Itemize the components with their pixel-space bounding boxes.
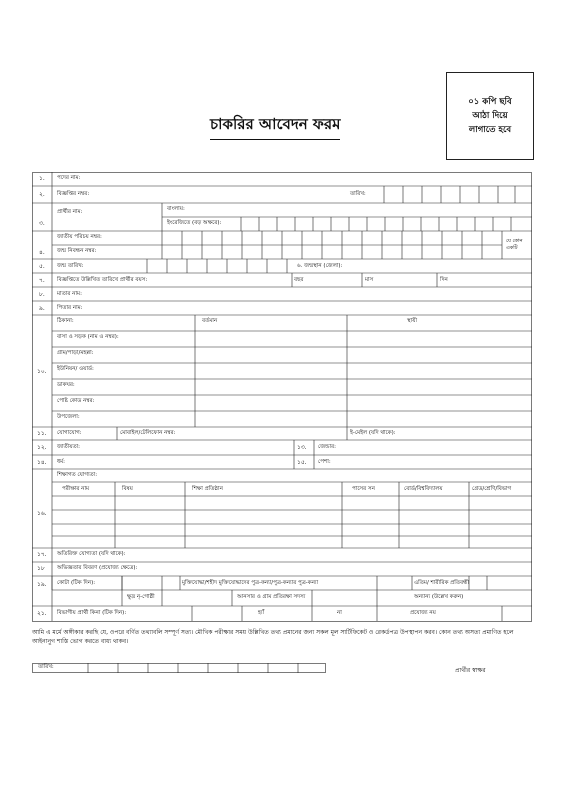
contact-label: যোগাযোগ: — [57, 430, 82, 436]
upazila-label: উপজেলা: — [57, 414, 80, 420]
age-label: বিজ্ঞপ্তিতে উল্লিখিত তারিখে প্রার্থীর বয়স: — [57, 277, 148, 283]
grade-class-header: গ্রেড/শ্রেণি/বিভাগ — [472, 486, 512, 492]
gender-label: জেন্ডার: — [318, 444, 337, 450]
photo-instruction-line: লাগাতে হবে — [468, 125, 512, 135]
footer-date-label: তারিখ: — [38, 664, 54, 670]
bangla-name-label: বাংলায়: — [167, 206, 185, 212]
serial-number: ১. — [39, 175, 45, 182]
serial-number: ৪. — [39, 249, 45, 256]
institution-header: শিক্ষা প্রতিষ্ঠান — [192, 486, 223, 492]
serial-number: ২১. — [37, 610, 47, 617]
either-one-note: যে কোন একটি — [506, 238, 523, 251]
serial-number: ২. — [39, 191, 45, 198]
additional-qualification-label: অতিরিক্ত যোগ্যতা (যদি থাকে): — [57, 551, 126, 557]
nid-label: জাতীয় পরিচয় নম্বর: — [57, 234, 102, 240]
subject-header: বিষয় — [122, 486, 133, 492]
option-not-applicable: প্রযোজ্য নয় — [410, 610, 436, 616]
post-name-label: পদের নাম: — [57, 175, 81, 181]
mobile-label: মোবাইল/টেলিফোন নম্বর: — [120, 430, 176, 436]
option-yes: হ্যাঁ — [258, 610, 265, 616]
serial-number: ১৩. — [297, 444, 307, 451]
religion-label: ধর্ম: — [57, 459, 65, 465]
day-label: দিন — [440, 277, 448, 283]
quota-freedom-fighter: মুক্তিযোদ্ধা/শহীদ মুক্তিযোদ্ধাদের পুত্র-কন্যা/পুত্র-কন্যার পুত্র-কন্যা — [182, 580, 319, 586]
house-road-label: বাসা ও সড়ক (নাম ও নম্বর): — [57, 334, 119, 340]
signature-label: প্রার্থীর স্বাক্ষর — [455, 667, 486, 674]
applicant-name-label: প্রার্থীর নাম: — [57, 209, 83, 215]
english-name-label: ইংরেজিতে (বড় অক্ষরে): — [167, 220, 222, 226]
departmental-candidate-label: বিভাগীয় প্রার্থী কিনা (টিক দিন): — [57, 610, 127, 616]
serial-number: ১৬. — [37, 510, 47, 517]
mother-name-label: মাতার নাম: — [57, 291, 82, 297]
serial-number: ১৯. — [37, 581, 47, 588]
date-of-birth-label: জন্ম তারিখ: — [57, 263, 84, 269]
exam-name-header: পরীক্ষার নাম — [62, 486, 90, 492]
birth-registration-label: জন্ম নিবন্ধন নম্বর: — [57, 248, 97, 254]
photo-placeholder-box — [446, 72, 534, 160]
quota-orphan-disabled: এতিম/ শারীরিক প্রতিবন্ধী — [414, 580, 469, 586]
quota-ansar-vdp: আনসার ও গ্রাম প্রতিরক্ষা সদস্য — [237, 594, 306, 600]
serial-number: ১০. — [37, 368, 47, 375]
date-box-grid — [32, 663, 326, 673]
month-label: মাস — [365, 277, 374, 283]
post-code-label: পোষ্ট কোড নম্বর: — [57, 398, 95, 404]
union-ward-label: ইউনিয়ন/ ওয়ার্ড: — [57, 366, 94, 372]
village-label: গ্রাম/পাড়া/মহল্লা: — [57, 350, 94, 356]
birthplace-label: ৬. জন্মস্থান (জেলা): — [297, 263, 343, 269]
nationality-label: জাতীয়তা: — [57, 444, 81, 450]
serial-number: ১৫. — [297, 459, 307, 466]
form-title: চাকরির আবেদন ফরম — [210, 113, 340, 140]
serial-number: ১২. — [37, 444, 47, 451]
passing-year-header: পাসের সন — [352, 486, 375, 492]
serial-number: ৮. — [39, 291, 45, 298]
serial-number: ১৮ — [37, 565, 45, 572]
year-label: বছর — [294, 277, 304, 283]
email-label: ই-মেইল (যদি থাকে): — [350, 430, 396, 436]
address-label: ঠিকানা: — [57, 318, 74, 324]
date-label: তারিখ: — [350, 191, 366, 197]
declaration-text: আমি এ মর্মে অঙ্গীকার করছি যে, ওপরে বর্ণিত তথ্যাবলি সম্পূর্ণ সত্য। মৌখিক পরীক্ষার সময় উল্লিখিত তথ্য প্রমানের জন্য সকল মূল সার্টিফিকেট ও রেকর্ডপত্র উপস্থাপন করব। কোন তথ্য অসত্য প্রমাণিত হলে আইনানুগ শাস্তি ভোগ করতে বাধ্য থাকব। — [32, 629, 514, 645]
father-name-label: পিতার নাম: — [57, 305, 83, 311]
education-label: শিক্ষাগত যোগ্যতা: — [57, 472, 98, 478]
serial-number: ৯. — [39, 305, 45, 312]
advertisement-number-label: বিজ্ঞপ্তির নম্বর: — [57, 191, 90, 197]
photo-instruction-line: ০১ কপি ছবি — [468, 97, 512, 107]
footer-date-box — [32, 663, 326, 673]
permanent-address-heading: স্থায়ী — [407, 318, 418, 324]
serial-number: ৩. — [39, 220, 45, 227]
board-university-header: বোর্ড/বিশ্ববিদ্যালয় — [404, 486, 443, 492]
serial-number: ১১. — [37, 430, 47, 437]
experience-label: অভিজ্ঞতার বিবরণ (প্রযোজ্য ক্ষেত্রে): — [57, 565, 138, 571]
present-address-heading: বর্তমান — [202, 318, 218, 324]
quota-ethnic-minority: ক্ষুদ্র নৃ-গোষ্ঠী — [127, 594, 155, 600]
serial-number: ১৪. — [37, 459, 47, 466]
serial-number: ১৭. — [37, 551, 47, 558]
application-form-table — [32, 172, 532, 622]
quota-others: অন্যান্য (উল্লেখ করুন) — [414, 594, 464, 600]
serial-number: ৫. — [39, 263, 45, 270]
post-office-label: ডাকঘর: — [57, 382, 75, 388]
serial-number: ৭. — [39, 277, 45, 284]
occupation-label: পেশা: — [318, 459, 331, 465]
photo-instruction-line: আঠা দিয়ে — [472, 111, 508, 121]
option-no: না — [337, 610, 342, 616]
quota-label: কোটা (টিক দিন): — [57, 580, 96, 586]
